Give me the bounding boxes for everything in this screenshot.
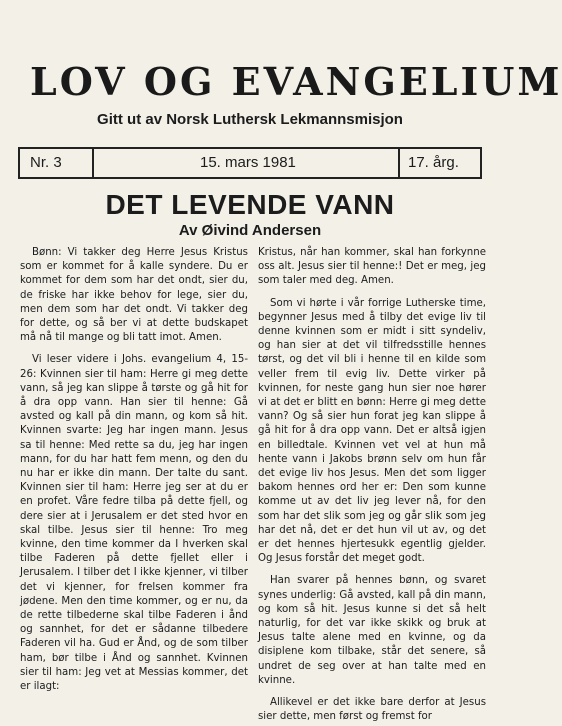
issue-number: Nr. 3 xyxy=(30,154,62,171)
issue-bar-bottom-rule xyxy=(18,177,482,179)
masthead-subtitle: Gitt ut av Norsk Luthersk Lekmannsmisjon xyxy=(97,111,403,128)
paragraph: Allikevel er det ikke bare derfor at Jesus sier dette, men først og fremst for xyxy=(258,697,486,723)
issue-bar-divider xyxy=(18,147,20,179)
article-column-right xyxy=(258,246,486,725)
masthead-title: LOV OG EVANGELIUM xyxy=(30,59,562,104)
issue-bar-divider xyxy=(480,147,482,179)
paragraph: Bønn: Vi takker deg Herre Jesus Kristus som er kommet for å kalle syndere. Du er kommet for dem som har det ondt, sier du, de friske har ikke behov for lege, sier du, men dem som har det ondt. Vi takker deg for dette, og så ber vi at dette budskapet må nå til mange og bli tatt imot. Amen. xyxy=(20,247,248,344)
issue-volume: 17. årg. xyxy=(408,154,459,171)
issue-bar-divider xyxy=(398,147,400,179)
article-byline: Av Øivind Andersen xyxy=(178,222,322,239)
issue-date: 15. mars 1981 xyxy=(200,154,296,171)
paragraph: Kristus, når han kommer, skal han forkynne oss alt. Jesus sier til henne:! Det er meg, jeg som taler med deg. Amen. xyxy=(258,247,486,287)
issue-bar-divider xyxy=(92,147,94,179)
paragraph: Vi leser videre i Johs. evangelium 4, 15-26: Kvinnen sier til ham: Herre gi meg dette vann, så jeg kan slippe å tørste og gå hit for å dra opp vann. Han sier til henne: Gå avsted og kall på din mann, og kom så hit. Kvinnen svarte: Jeg har ingen mann. Jesus sa til henne: Med rette sa du, jeg har ingen mann, for du har hatt fem menn, og den du nu har er ikke din mann. Der talte du sant. Kvinnen sier til ham: Herre jeg ser at du er en profet. Våre fedre tilba på dette fjell, og dere sier at i Jerusalem er det sted hvor en skal tilbe. Jesus sier til henne: Tro meg kvinne, den time kommer da I hverken skal tilbe Faderen på dette fjellet eller i Jerusalem. I tilber det I ikke kjenner, vi tilber det vi kjenner, for frelsen kommer fra jødene. Men den time kommer, og er nu, da de rette tilbederne skal tilbe Faderen i ånd og sannhet, for det er sådanne tilbedere Faderen vil ha. Gud er Ånd, og de som tilber ham, bør tilbe i Ånd og sannhet. Kvinnen sier til ham: Jeg vet at Messias kommer, det er ilagt: xyxy=(20,354,248,693)
issue-bar-top-rule xyxy=(18,147,482,149)
article-column-left xyxy=(20,246,248,694)
paragraph: Han svarer på hennes bønn, og svaret synes underlig: Gå avsted, kall på din mann, og kom så hit. Jesus kunne si det så helt naturlig, for det var ikke skikk og bruk at Jesus talte alene med en kvinne, og da disiplene kom tilbake, står det senere, så undret de seg over at han talte med en kvinne. xyxy=(258,575,486,686)
article-title: DET LEVENDE VANN xyxy=(105,189,395,220)
paragraph: Som vi hørte i vår forrige Lutherske time, begynner Jesus med å tilby det evige liv til denne kvinnen som er midt i sitt syndeliv, og han sier at det vil tilfredsstille hennes tørst, og det vil bli i henne til en kilde som veller frem til evig liv. Dette virker på kvinnen, for neste gang hun sier noe hører vi at det er blitt en bønn: Herre gi meg dette vann? Og så sier hun forat jeg kan slippe å gå hit for å dra opp vann. Det er altså igjen en billedtale. Kvinnen vet vel at hun må hente vann i Jakobs brønn selv om hun får det evige liv hos Jesus. Men det som ligger bakom hennes ord her er: Den som kunne komme ut av det liv jeg lever nå, for den som har det slik som jeg og går slik som jeg har det nå, det er det hun vil ut av, og det er det hennes hjertesukk egentlig gjelder. Og Jesus forstår det meget godt. xyxy=(258,297,486,565)
